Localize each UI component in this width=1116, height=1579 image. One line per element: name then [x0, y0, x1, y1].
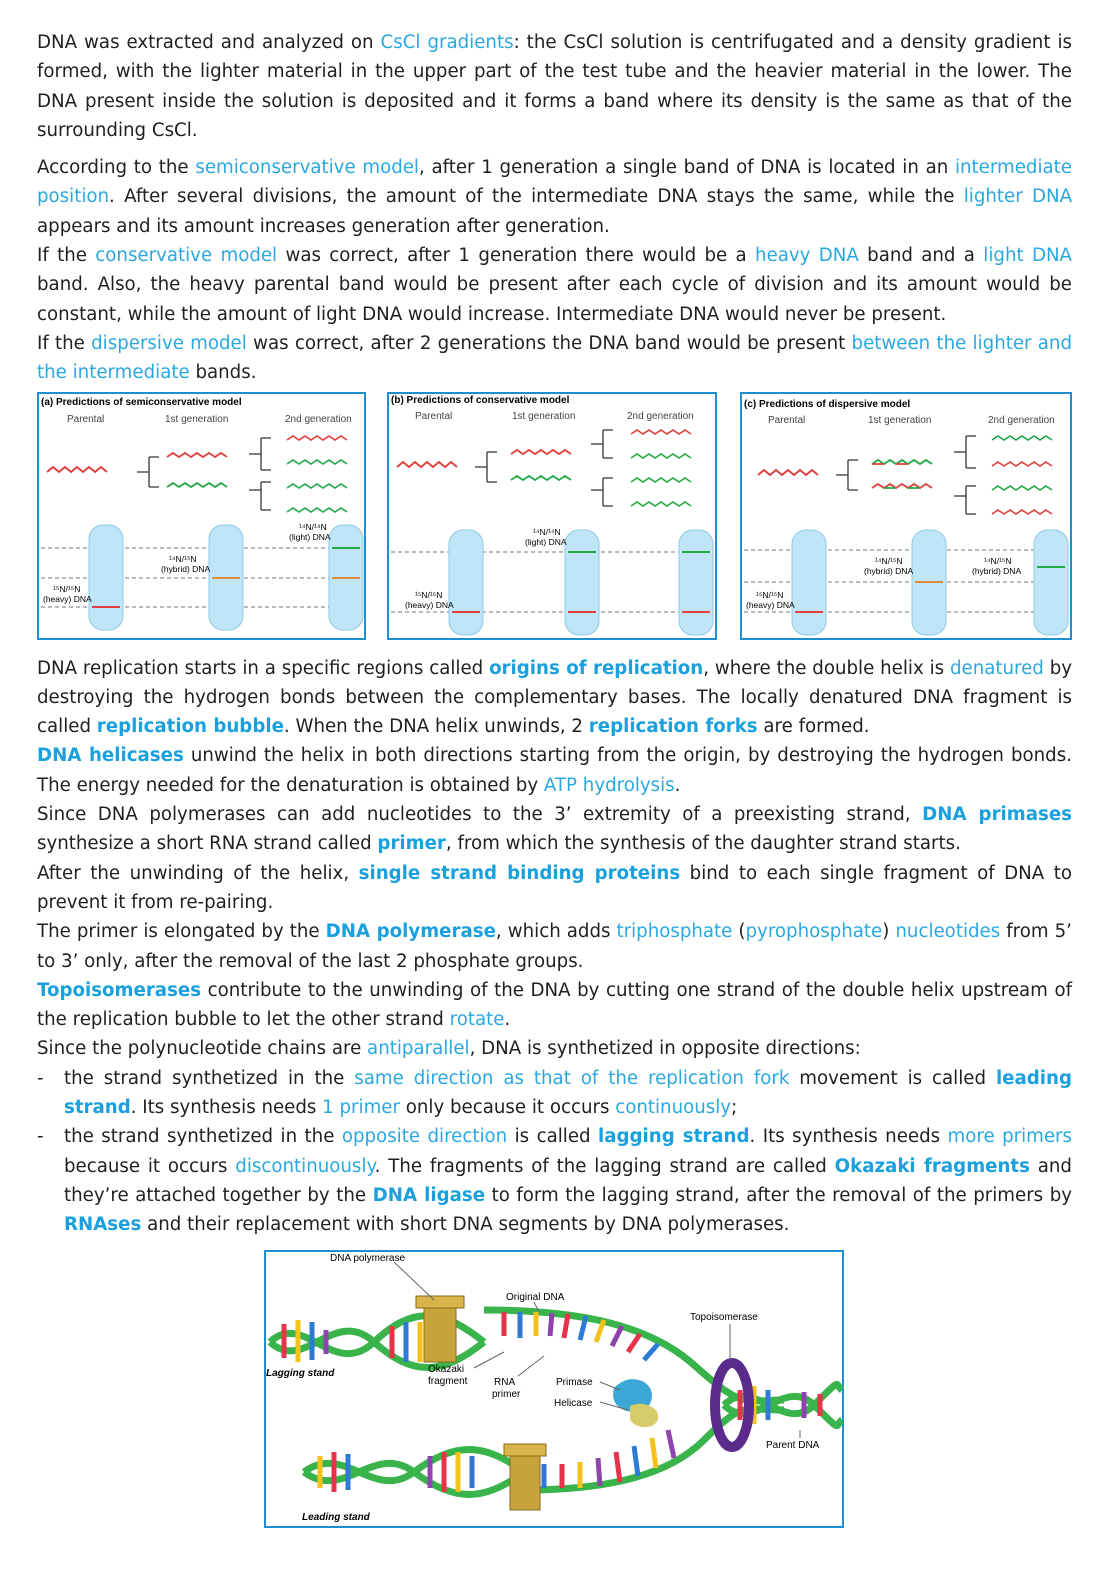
svg-text:¹⁵N/¹⁵N: ¹⁵N/¹⁵N — [756, 589, 784, 600]
label-primase: Primase — [556, 1377, 593, 1388]
dna-polymerase-lower-icon — [504, 1444, 546, 1510]
label-helicase: Helicase — [554, 1398, 593, 1409]
svg-text:Parental: Parental — [768, 414, 806, 426]
svg-text:¹⁴N/¹⁵N: ¹⁴N/¹⁵N — [984, 555, 1012, 566]
svg-text:¹⁵N/¹⁵N: ¹⁵N/¹⁵N — [415, 589, 443, 600]
para-semiconservative: According to the semiconservative model, after 1 generation a single band of DNA is located in an intermediate position. After several divisions, the amount of the intermediate DNA stays the same, while the lighter DNA appears and its amount increases generation after generation. — [37, 157, 1073, 237]
para-antiparallel: Since the polynucleotide chains are antiparallel, DNA is synthetized in opposite directions: — [37, 1038, 861, 1060]
para-primase: Since DNA polymerases can add nucleotides to the 3’ extremity of a preexisting strand, DNA primases synthesize a short RNA strand called primer, from which the synthesis of the daughter strand starts. — [37, 804, 1072, 855]
list-item-leading: - the strand synthetized in the same direction as that of the replication fork movement is called leading strand. Its synthesis needs 1 primer only because it occurs continuously; — [37, 1067, 1072, 1119]
svg-text:(light) DNA: (light) DNA — [289, 531, 331, 542]
para-conservative: If the conservative model was correct, after 1 generation there would be a heavy DNA band and a light DNA band. Also, the heavy parental band would be present after each cycle of division and its amount would be constant, while the amount of light DNA would increase. Intermediate DNA would never be present. — [37, 245, 1072, 325]
svg-text:(hybrid) DNA: (hybrid) DNA — [161, 563, 211, 574]
label-lagging: Lagging stand — [266, 1368, 335, 1379]
svg-text:1st generation: 1st generation — [868, 414, 932, 426]
para-helicase: DNA helicases unwind the helix in both directions starting from the origin, by destroying the hydrogen bonds. The energy needed for the denaturation is obtained by ATP hydrolysis. — [37, 745, 1072, 796]
svg-text:(hybrid) DNA: (hybrid) DNA — [864, 565, 914, 576]
list-item-lagging: - the strand synthetized in the opposite direction is called lagging strand. Its synthesis needs more primers because it occurs discontinuously. The fragments of the lagging strand are called Okazaki fragments and they’re attached together by the DNA ligase to form the lagging strand, after the removal of the primers by RNAses and their replacement with short DNA segments by DNA polymerases. — [37, 1126, 1073, 1236]
svg-text:Parental: Parental — [415, 410, 453, 422]
svg-text:¹⁴N/¹⁵N: ¹⁴N/¹⁵N — [169, 553, 197, 564]
replication-fork-figure — [264, 1250, 844, 1532]
panel-a-title: (a) Predictions of semiconservative model — [41, 396, 242, 408]
svg-text:(heavy) DNA: (heavy) DNA — [405, 599, 454, 610]
svg-text:RNA: RNA — [494, 1377, 516, 1388]
para-cscl: DNA was extracted and analyzed on CsCl gradients: the CsCl solution is centrifugated and a density gradient is formed, with the lighter material in the upper part of the test tube and the heavier material in the lower. The DNA present inside the solution is deposited and it forms a band where its density is the same as that of the surrounding CsCl. — [37, 32, 1072, 141]
svg-text:1st generation: 1st generation — [512, 410, 576, 422]
para-ssb: After the unwinding of the helix, single strand binding proteins bind to each single fragment of DNA to prevent it from re-pairing. — [37, 862, 1073, 913]
panel-dispersive — [740, 392, 1072, 640]
label-leading: Leading stand — [302, 1512, 370, 1523]
para-topoisomerase: Topoisomerases contribute to the unwinding of the DNA by cutting one strand of the double helix upstream of the replication bubble to let the other strand rotate. — [37, 979, 1072, 1031]
svg-text:¹⁵N/¹⁵N: ¹⁵N/¹⁵N — [53, 583, 81, 594]
svg-text:2nd generation: 2nd generation — [988, 414, 1055, 426]
model-predictions-figure — [37, 392, 1072, 644]
label-parent-dna: Parent DNA — [766, 1440, 820, 1451]
svg-text:2nd generation: 2nd generation — [627, 410, 694, 422]
para-origins: DNA replication starts in a specific regions called origins of replication, where the double helix is denatured by destroying the hydrogen bonds between the complementary bases. The locally denatured DNA fragment is called replication bubble. When the DNA helix unwinds, 2 replication forks are formed. — [37, 657, 1073, 738]
svg-text:(heavy) DNA: (heavy) DNA — [746, 599, 795, 610]
panel-semiconservative — [37, 392, 366, 640]
svg-text:fragment: fragment — [428, 1376, 468, 1387]
svg-text:¹⁴N/¹⁴N: ¹⁴N/¹⁴N — [299, 521, 327, 532]
panel-conservative — [387, 392, 717, 640]
panel-a-parental: Parental — [67, 413, 105, 425]
panel-a-2nd: 2nd generation — [285, 413, 352, 425]
panel-a-1st: 1st generation — [165, 413, 229, 425]
svg-text:(light) DNA: (light) DNA — [525, 536, 567, 547]
svg-text:primer: primer — [492, 1389, 521, 1400]
para-polymerase: The primer is elongated by the DNA polymerase, which adds triphosphate (pyrophosphate) nucleotides from 5’ to 3’ only, after the removal of the last 2 phosphate groups. — [37, 921, 1072, 972]
label-dna-polymerase: DNA polymerase — [330, 1253, 406, 1264]
svg-text:¹⁴N/¹⁴N: ¹⁴N/¹⁴N — [533, 526, 561, 537]
panel-c-title: (c) Predictions of dispersive model — [744, 398, 911, 410]
label-original-dna: Original DNA — [506, 1292, 565, 1303]
panel-b-title: (b) Predictions of conservative model — [391, 394, 570, 406]
svg-text:Okazaki: Okazaki — [428, 1364, 465, 1375]
svg-text:(hybrid) DNA: (hybrid) DNA — [972, 565, 1022, 576]
para-dispersive: If the dispersive model was correct, after 2 generations the DNA band would be present between the lighter and the intermediate bands. — [37, 332, 1072, 384]
svg-text:¹⁴N/¹⁵N: ¹⁴N/¹⁵N — [875, 555, 903, 566]
page-content — [37, 28, 1072, 1240]
label-topoisomerase: Topoisomerase — [690, 1312, 758, 1323]
svg-text:(heavy) DNA: (heavy) DNA — [43, 593, 92, 604]
tube-parental — [89, 525, 123, 630]
